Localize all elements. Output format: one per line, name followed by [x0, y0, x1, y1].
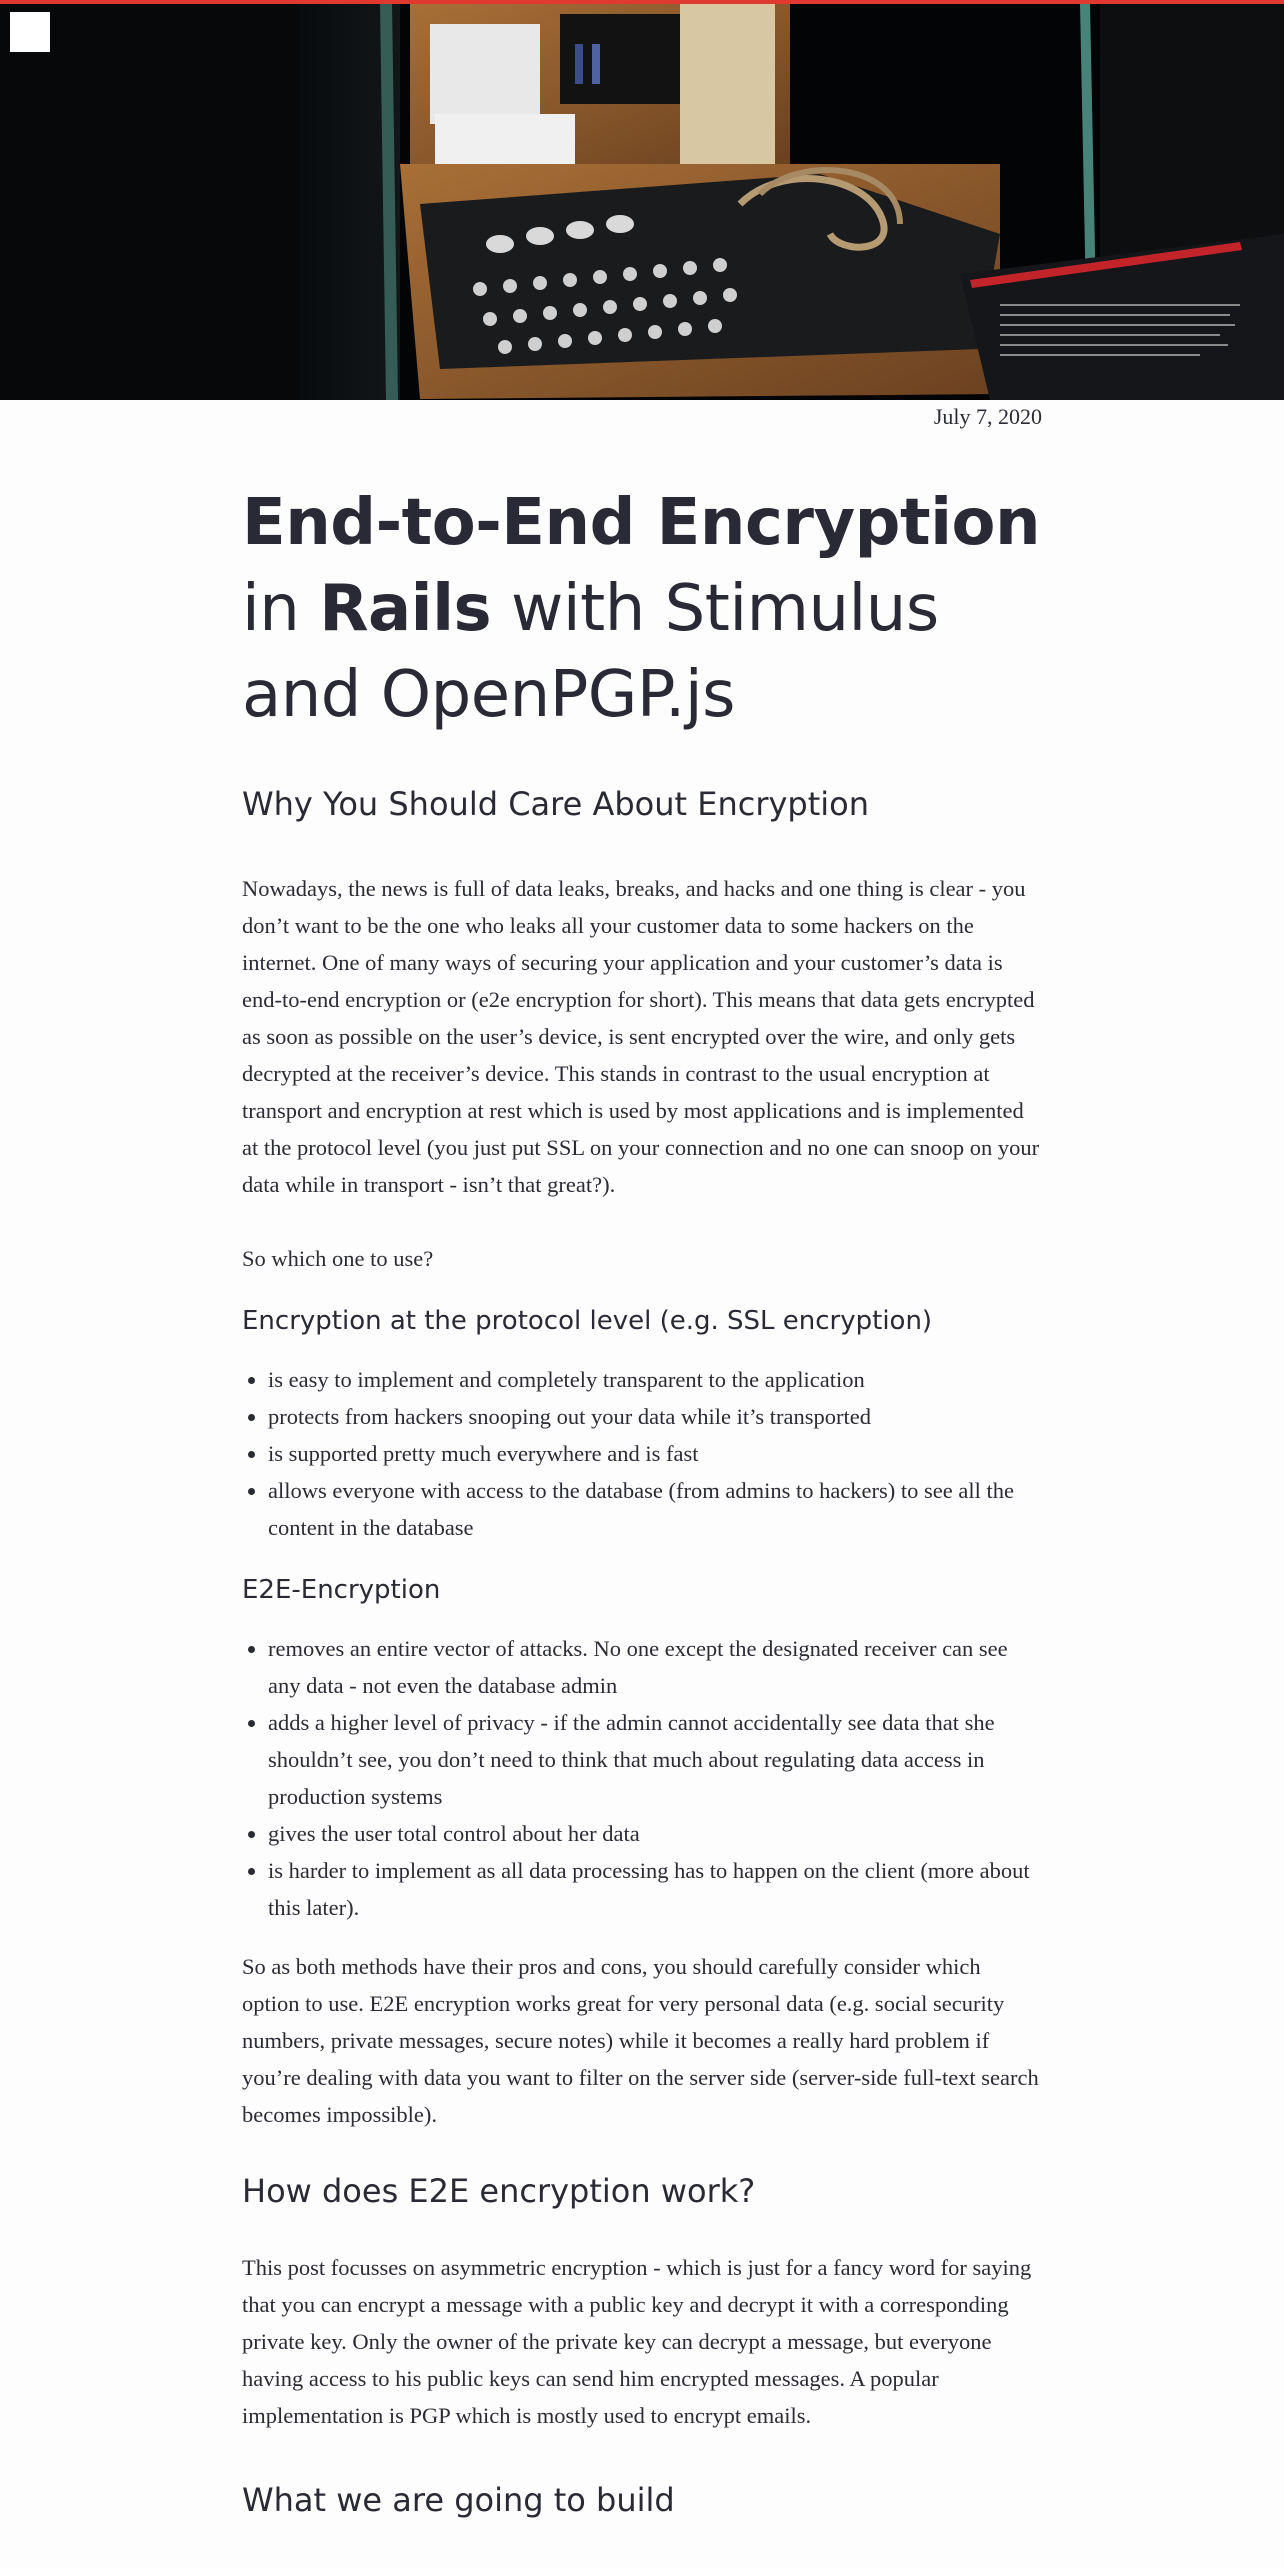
article-content [242, 480, 1042, 2522]
heading-what-we-build: What we are going to build [242, 2481, 675, 2519]
heading-how-e2e-works: How does E2E encryption work? [242, 2172, 756, 2210]
list-item: • gives the user total control about her data [268, 1815, 1042, 1852]
paragraph-how-1: This post focusses on asymmetric encryption - which is just for a fancy word for saying that you can encrypt a message with a public key and decrypt it with a corresponding private key. Only the owner of the private key can decrypt a message, but everyone having access to his public keys can send him encrypted messages. A popular implementation is PGP which is mostly used to encrypt emails. [242, 2255, 1032, 2428]
title-bold-line: End-to-End Encryption [242, 486, 1041, 560]
enigma-machine-photo [0, 4, 1284, 400]
post-date: July 7, 2020 [933, 404, 1042, 429]
list-item: • adds a higher level of privacy - if the admin cannot accidentally see data that she shouldn’t see, you don’t need to think that much about regulating data access in production systems [268, 1704, 1042, 1815]
top-accent-bar [0, 0, 1284, 4]
list-item: • is supported pretty much everywhere and is fast [268, 1435, 1042, 1472]
hero-image [0, 4, 1284, 400]
title-rails: Rails [319, 572, 492, 646]
paragraph-why-2: So which one to use? [242, 1246, 434, 1271]
heading-protocol-level: Encryption at the protocol level (e.g. SSL encryption) [242, 1306, 933, 1336]
list-item: • is harder to implement as all data processing has to happen on the client (more about this later). [268, 1852, 1042, 1926]
heading-e2e-encryption: E2E-Encryption [242, 1575, 441, 1605]
paragraph-why-1: Nowadays, the news is full of data leaks, breaks, and hacks and one thing is clear - you don’t want to be the one who leaks all your customer data to some hackers on the internet. One of many ways of securing your application and your customer’s data is end-to-end encryption or (e2e encryption for short). This means that data gets encrypted as soon as possible on the user’s device, is sent encrypted over the wire, and only gets decrypted at the receiver’s device. This stands in contrast to the usual encryption at transport and encryption at rest which is used by most applications and is implemented at the protocol level (you just put SSL on your connection and no one can snoop on your data while in transport - isn’t that great?). [242, 876, 1040, 1197]
article-title [242, 480, 1042, 738]
paragraph-pros-cons: So as both methods have their pros and cons, you should carefully consider which option to use. E2E encryption works great for very personal data (e.g. social security numbers, private messages, secure notes) while it becomes a really hard problem if you’re dealing with data you want to filter on the server side (server-side full-text search becomes impossible). [242, 1954, 1039, 2127]
title-in-word: in [242, 572, 320, 646]
title-rest: with Stimulus and OpenPGP.js [242, 572, 939, 732]
list-item: • removes an entire vector of attacks. No one except the designated receiver can see any data - not even the database admin [268, 1630, 1042, 1704]
list-item: • protects from hackers snooping out your data while it’s transported [268, 1398, 1042, 1435]
list-item: • allows everyone with access to the database (from admins to hackers) to see all the content in the database [268, 1472, 1042, 1546]
list-item: • is easy to implement and completely transparent to the application [268, 1361, 1042, 1398]
protocol-list [242, 1361, 1042, 1546]
home-square-icon[interactable] [10, 12, 50, 52]
e2e-list [242, 1630, 1042, 1926]
heading-why-encryption: Why You Should Care About Encryption [242, 785, 870, 823]
